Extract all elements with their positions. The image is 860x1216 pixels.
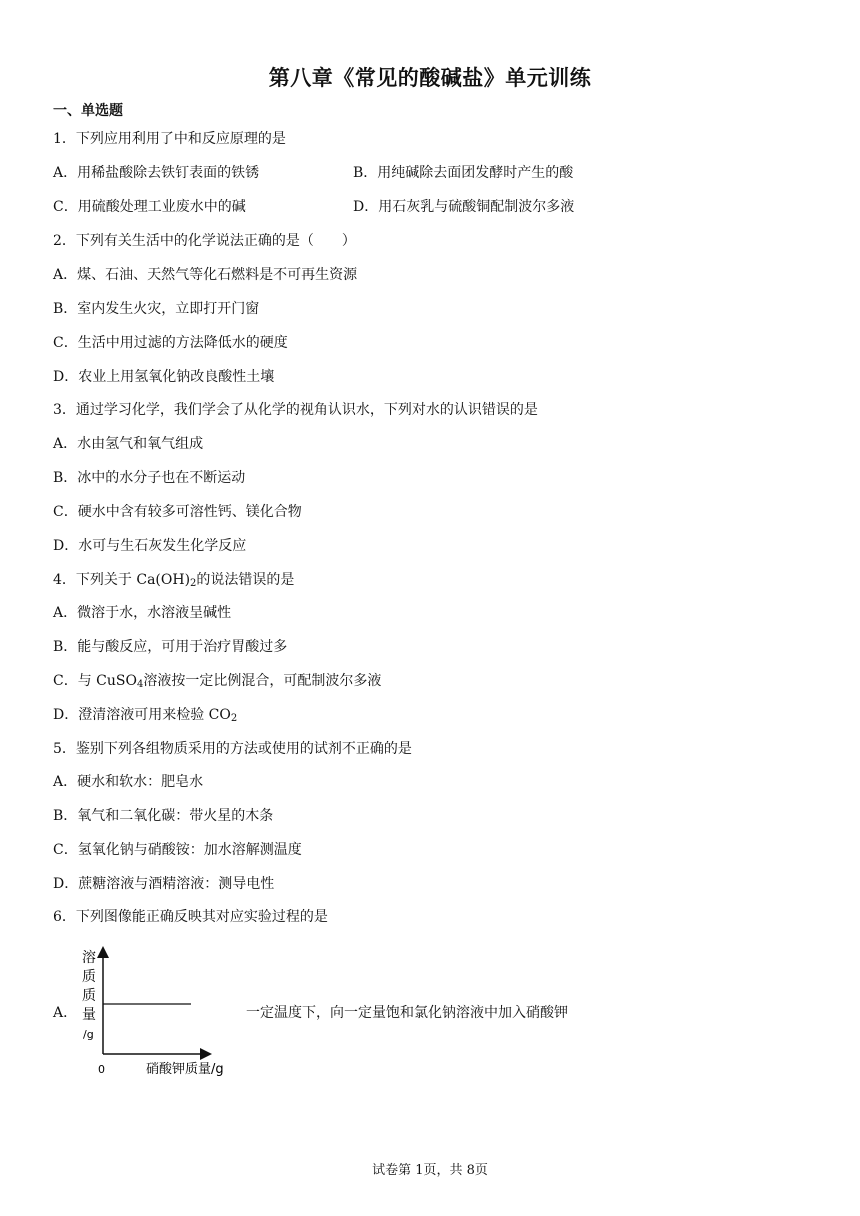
- question-2-option-d: D．农业上用氢氧化钠改良酸性土壤: [53, 369, 275, 385]
- question-5-option-d: D．蔗糖溶液与酒精溶液：测导电性: [53, 876, 275, 892]
- question-5-option-b: B．氧气和二氧化碳：带火星的木条: [53, 808, 274, 824]
- question-3-option-a: A．水由氢气和氧气组成: [53, 436, 204, 452]
- question-3-option-b: B．冰中的水分子也在不断运动: [53, 470, 246, 486]
- graph-y-label-1: 溶: [82, 950, 96, 966]
- question-6-stem: 6．下列图像能正确反映其对应实验过程的是: [53, 909, 328, 925]
- page-footer: 试卷第 1页，共 8页: [372, 1163, 488, 1178]
- question-1-stem: 1．下列应用利用了中和反应原理的是: [53, 131, 286, 147]
- question-3-option-c: C．硬水中含有较多可溶性钙、镁化合物: [53, 504, 302, 520]
- question-1-option-a: A．用稀盐酸除去铁钉表面的铁锈: [53, 165, 260, 181]
- question-2-option-c: C．生活中用过滤的方法降低水的硬度: [53, 335, 288, 351]
- question-5-option-c: C．氢氧化钠与硝酸铵：加水溶解测温度: [53, 842, 302, 858]
- question-4-option-c-tail: 溶液按一定比例混合，可配制波尔多液: [143, 673, 382, 689]
- question-2-option-a: A．煤、石油、天然气等化石燃料是不可再生资源: [53, 267, 358, 283]
- question-4-stem: [53, 569, 294, 589]
- question-2-option-b: B．室内发生火灾，立即打开门窗: [53, 301, 260, 317]
- question-4-option-a: A．微溶于水，水溶液呈碱性: [53, 605, 232, 621]
- question-4-option-d: [53, 704, 237, 724]
- question-1-option-d: D．用石灰乳与硫酸铜配制波尔多液: [353, 199, 575, 215]
- question-1-option-b: B．用纯碱除去面团发酵时产生的酸: [353, 165, 574, 181]
- graph-y-label-2: 质: [82, 969, 96, 985]
- graph-x-label: 硝酸钾质量/g: [146, 1062, 224, 1077]
- graph-origin-label: 0: [98, 1063, 105, 1076]
- question-2-stem: 2．下列有关生活中的化学说法正确的是（ ）: [53, 233, 356, 249]
- page-title: 第八章《常见的酸碱盐》单元训练: [268, 66, 592, 90]
- section-heading: 一、单选题: [53, 103, 123, 119]
- question-4-option-c-text: C．与 CuSO: [53, 673, 137, 689]
- question-6-option-a-label: A．: [53, 1005, 78, 1021]
- question-4-option-d-text: D．澄清溶液可用来检验 CO: [53, 707, 231, 723]
- question-4-option-c: [53, 670, 381, 690]
- question-3-stem: 3．通过学习化学，我们学会了从化学的视角认识水，下列对水的认识错误的是: [53, 402, 538, 418]
- graph-y-label-4: 量: [82, 1007, 96, 1023]
- question-4-option-d-subscript: 2: [230, 713, 238, 724]
- question-4-stem-subscript: 2: [190, 578, 197, 589]
- question-6-option-a-graph: [78, 942, 248, 1082]
- question-4-stem-text: 4．下列关于 Ca(OH): [53, 572, 191, 588]
- question-6-option-a-description: 一定温度下，向一定量饱和氯化钠溶液中加入硝酸钾: [246, 1005, 568, 1021]
- question-3-option-d: D．水可与生石灰发生化学反应: [53, 538, 247, 554]
- graph-y-label-3: 质: [82, 988, 96, 1004]
- question-1-option-c: C．用硫酸处理工业废水中的碱: [53, 199, 246, 215]
- question-5-stem: 5．鉴别下列各组物质采用的方法或使用的试剂不正确的是: [53, 741, 412, 757]
- question-4-option-b: B．能与酸反应，可用于治疗胃酸过多: [53, 639, 288, 655]
- question-4-stem-tail: 的说法错误的是: [196, 572, 295, 588]
- question-5-option-a: A．硬水和软水：肥皂水: [53, 774, 204, 790]
- question-4-option-c-subscript: 4: [136, 679, 144, 690]
- graph-y-label-unit: /g: [83, 1028, 94, 1041]
